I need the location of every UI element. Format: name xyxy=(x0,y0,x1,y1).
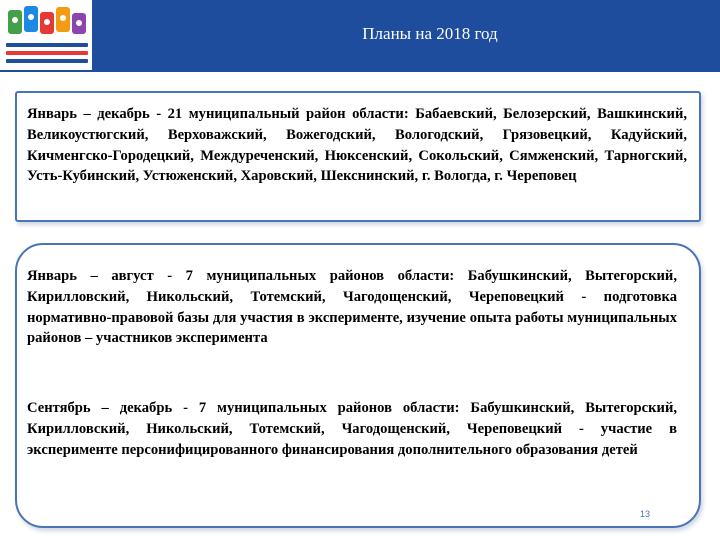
logo-caption-line-3 xyxy=(6,59,88,63)
page-title: Планы на 2018 год xyxy=(362,24,498,43)
logo-caption-line-1 xyxy=(6,43,88,47)
plan-text-participation: Сентябрь – декабрь - 7 муниципальных районов области: Бабушкинский, Вытегорский, Кирилловский, Никольский, Тотемский, Чагодощенский, Череповецкий - участие в эксперименте персонифицированного финансирования дополнительного образования детей xyxy=(27,400,677,458)
header-bar xyxy=(0,0,720,72)
logo xyxy=(0,0,92,70)
logo-caption-line-2 xyxy=(6,51,88,55)
plan-text-preparation: Январь – август - 7 муниципальных районов области: Бабушкинский, Вытегорский, Кирилловский, Никольский, Тотемский, Чагодощенский, Череповецкий - подготовка нормативно-правовой базы для участия в эксперименте, изучение опыта работы муниципальных районов – участников эксперимента xyxy=(27,268,677,347)
plan-text-full-year: Январь – декабрь - 21 муниципальный район области: Бабаевский, Белозерский, Вашкинский, Великоустюгский, Верховажский, Вожегодский, Вологодский, Грязовецкий, Кадуйский, Кичменгско-Городецкий, Междуреченский, Нюксенский, Сокольский, Сямженский, Тарногский, Усть-Кубинский, Устюженский, Харовский, Шекснинский, г. Вологда, г. Череповец xyxy=(27,106,687,185)
logo-emblem-icon xyxy=(6,4,90,40)
page-number: 13 xyxy=(640,509,651,519)
